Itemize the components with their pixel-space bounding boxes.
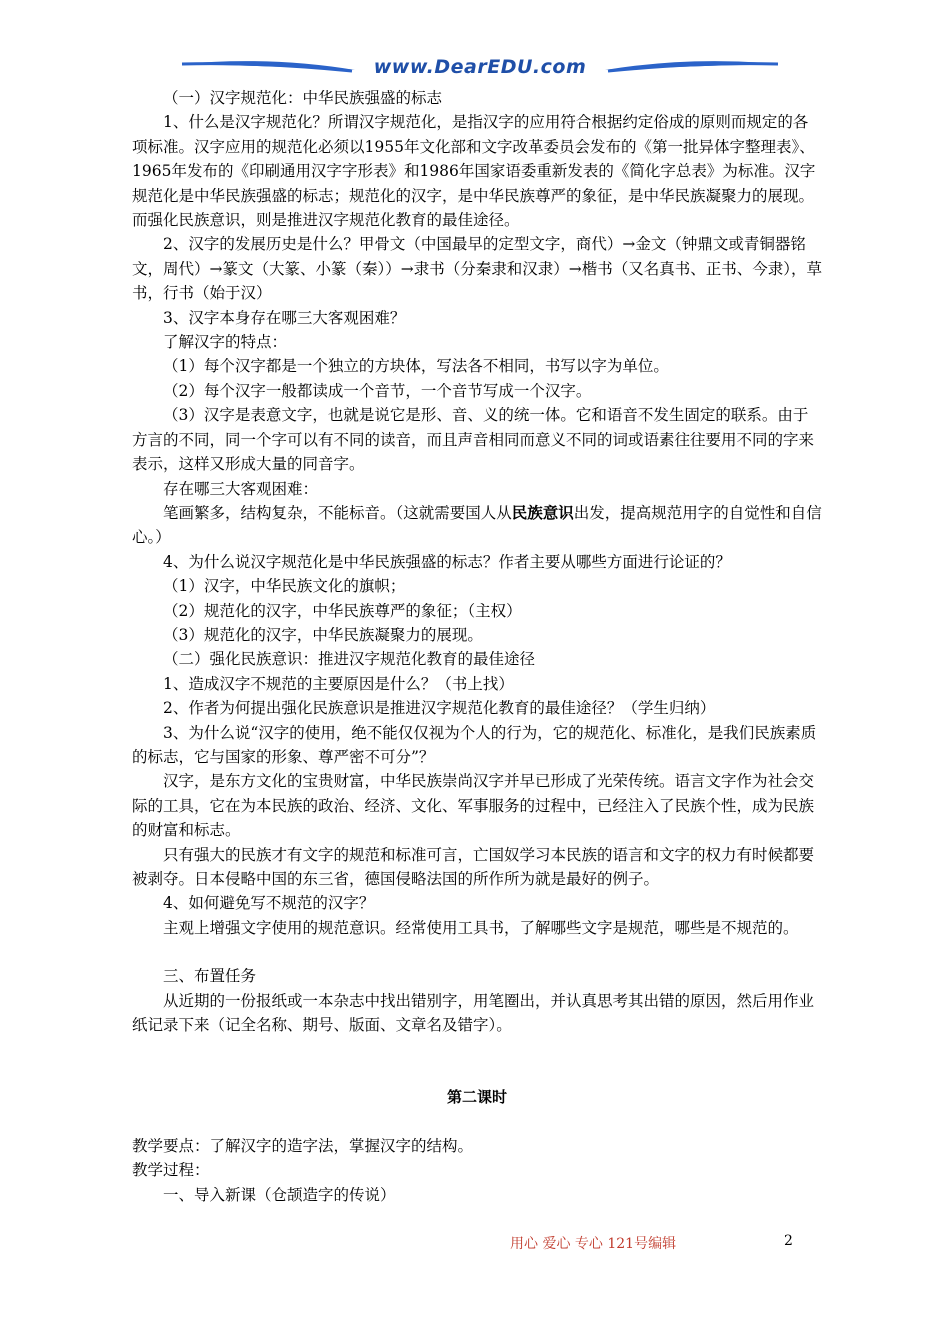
document-body — [132, 86, 822, 1207]
paragraph: 3、为什么说“汉字的使用，绝不能仅仅视为个人的行为，它的规范化、标准化，是我们民族素质的标志，它与国家的形象、尊严密不可分”？ — [132, 723, 817, 766]
paragraph: 4、为什么说汉字规范化是中华民族强盛的标志？作者主要从哪些方面进行论证的？ — [163, 552, 731, 571]
paragraph: （二）强化民族意识：推进汉字规范化教育的最佳途径 — [163, 650, 536, 669]
site-url: www.DearEDU.com — [373, 56, 587, 78]
paragraph: （1）汉字，中华民族文化的旗帜； — [163, 577, 406, 596]
spacer — [132, 1110, 822, 1134]
lesson-title: 第二课时 — [446, 1088, 507, 1107]
paragraph: 汉字，是东方文化的宝贵财富，中华民族崇尚汉字并早已形成了光荣传统。语言文字作为社会交际的工具，它在为本民族的政治、经济、文化、军事服务的过程中，已经注入了民族个性，成为民族的财富和标志。 — [132, 772, 815, 840]
paragraph: （2）每个汉字一般都读成一个音节，一个音节写成一个汉字。 — [163, 381, 592, 400]
paragraph: 从近期的一份报纸或一本杂志中找出错别字，用笔圈出，并认真思考其出错的原因，然后用作业纸记录下来（记全名称、期号、版面、文章名及错字）。 — [132, 991, 815, 1035]
paragraph: 主观上增强文字使用的规范意识。经常使用工具书，了解哪些文字是规范，哪些是不规范的。 — [163, 918, 799, 937]
paragraph: 了解汉字的特点： — [163, 333, 288, 352]
text-run: 出发，提高规范用字的自觉性和自信心。） — [132, 503, 822, 547]
paragraph: （1）每个汉字都是一个独立的方块体，写法各不相同，书写以字为单位。 — [163, 357, 669, 376]
paragraph: （3）规范化的汉字，中华民族凝聚力的展现。 — [163, 625, 483, 644]
paragraph: 2、作者为何提出强化民族意识是推进汉字规范化教育的最佳途径？（学生归纳） — [163, 699, 716, 718]
paragraph: 4、如何避免写不规范的汉字？ — [163, 894, 375, 913]
spacer — [132, 1037, 822, 1085]
spacer — [132, 940, 822, 964]
paragraph: 1、造成汉字不规范的主要原因是什么？（书上找） — [163, 674, 514, 693]
paragraph — [132, 501, 822, 550]
site-header — [180, 50, 780, 90]
paragraph: 存在哪三大客观困难： — [163, 479, 319, 498]
paragraph: 只有强大的民族才有文字的规范和标准可言，亡国奴学习本民族的语言和文字的权力有时候都要被剥夺。日本侵略中国的东三省，德国侵略法国的所作所为就是最好的例子。 — [132, 845, 815, 888]
footer-note: 用心 爱心 专心 121号编辑 — [510, 1236, 677, 1252]
page-number: 2 — [784, 1233, 793, 1249]
teaching-process: 教学过程： — [132, 1161, 210, 1180]
paragraph: （2）规范化的汉字，中华民族尊严的象征；（主权） — [163, 601, 522, 620]
paragraph: 2、汉字的发展历史是什么？甲骨文（中国最早的定型文字，商代）→金文（钟鼎文或青铜器铭文，周代）→篆文（大篆、小篆（秦））→隶书（分秦隶和汉隶）→楷书（又名真书、正书、今隶），草书，行书（始于汉） — [132, 235, 822, 303]
section-heading: 三、布置任务 — [163, 967, 257, 986]
paragraph: 3、汉字本身存在哪三大客观困难？ — [163, 308, 406, 327]
paragraph: （3）汉字是表意文字，也就是说它是形、音、义的统一体。它和语音不发生固定的联系。由于方言的不同，同一个字可以有不同的读音，而且声音相同而意义不同的词或语素往往要用不同的字来表示，这样又形成大量的同音字。 — [132, 406, 815, 474]
text-run: 笔画繁多，结构复杂，不能标音。（这就需要国人从 — [163, 503, 512, 522]
bold-term: 民族意识 — [511, 502, 574, 522]
paragraph: 一、导入新课（仓颉造字的传说） — [163, 1185, 396, 1204]
paragraph: （一）汉字规范化：中华民族强盛的标志 — [163, 89, 443, 107]
paragraph: 1、什么是汉字规范化？所谓汉字规范化，是指汉字的应用符合根据约定俗成的原则而规定的各项标准。汉字应用的规范化必须以1955年文化部和文字改革委员会发布的《第一批异体字整理表》、1965年发布的《印刷通用汉字字形表》和1986年国家语委重新发表的《简化字总表》为标准。汉字规范化是中华民族强盛的标志；规范化的汉字，是中华民族尊严的象征，是中华民族凝聚力的展现。而强化民族意识，则是推进汉字规范化教育的最佳途径。 — [132, 113, 816, 230]
teaching-points: 教学要点：了解汉字的造字法，掌握汉字的结构。 — [132, 1136, 474, 1155]
